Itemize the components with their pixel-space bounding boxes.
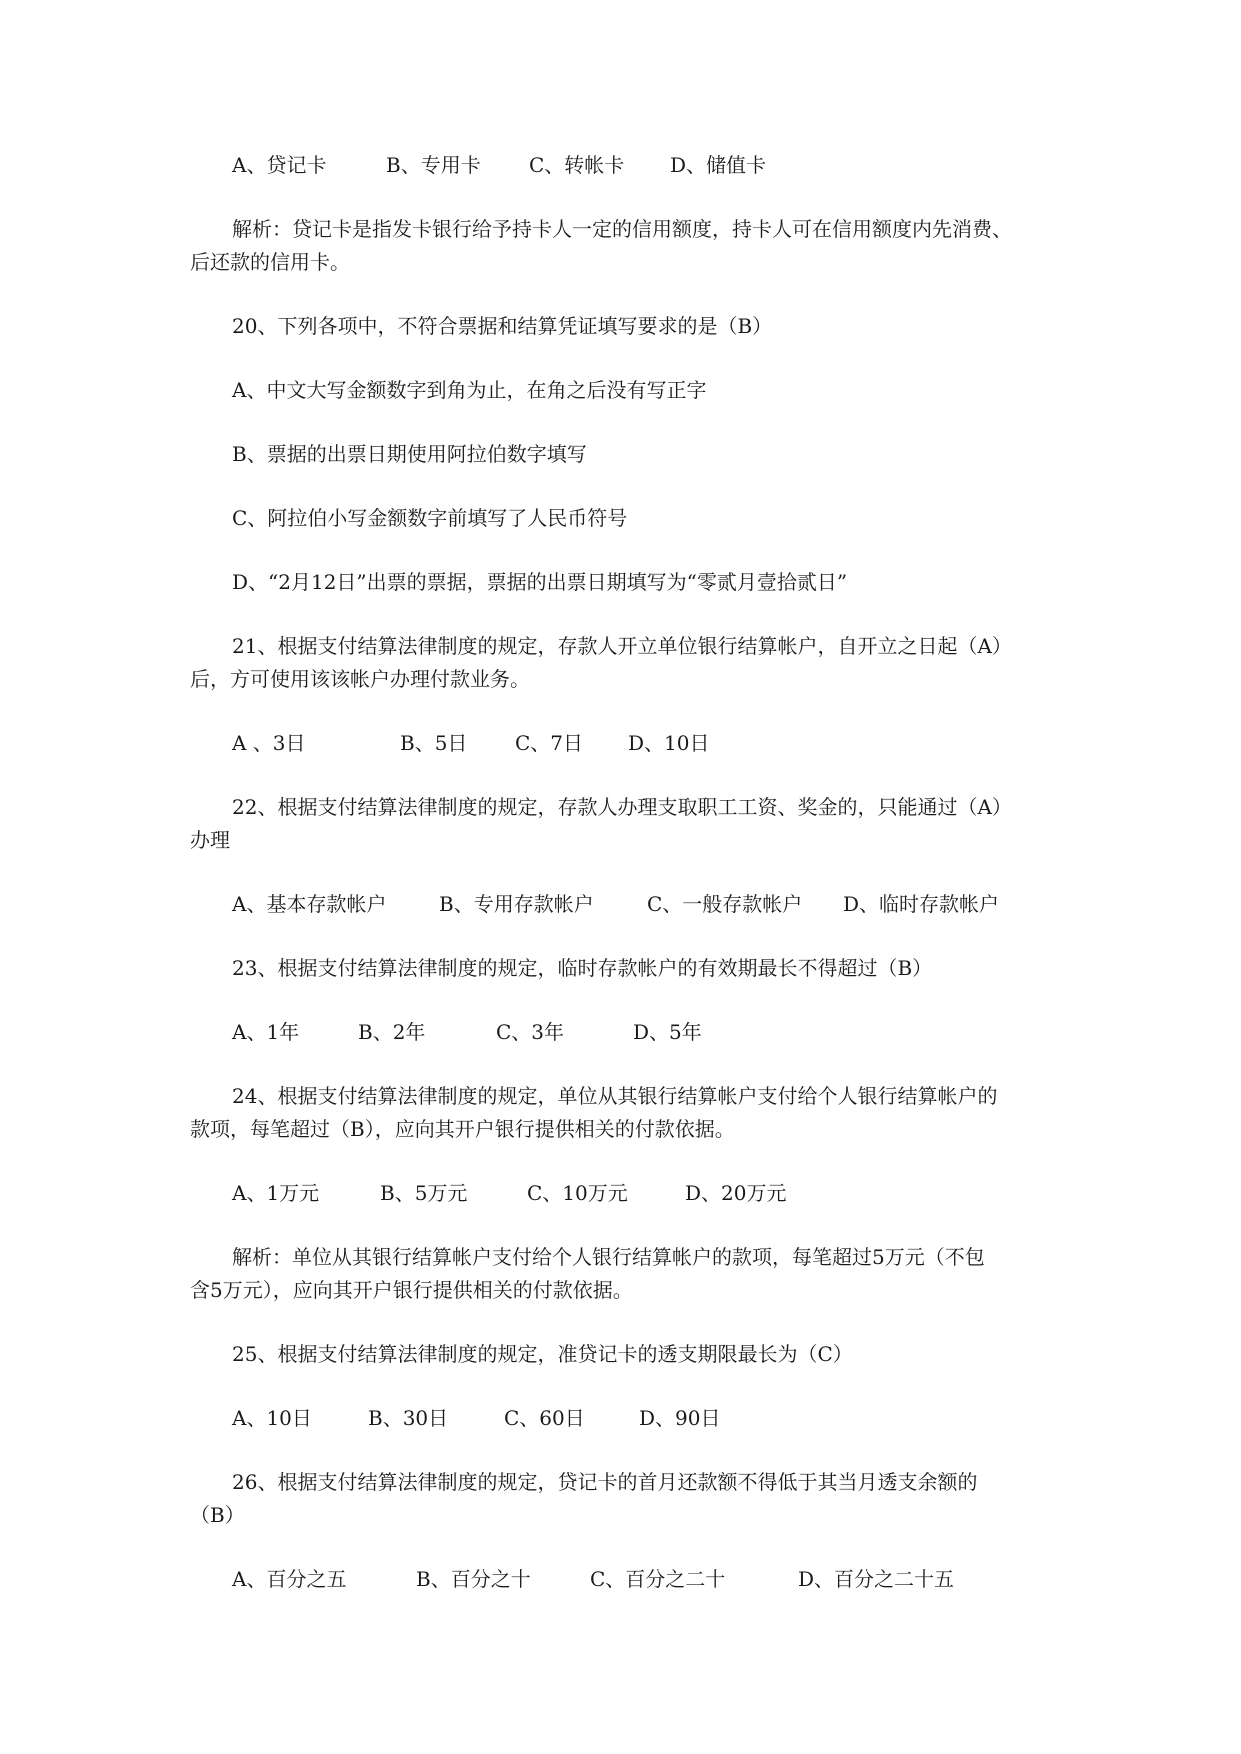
q24-option-a: A、1万元: [232, 1181, 320, 1205]
q26-question-line2: （B）: [190, 1503, 245, 1527]
q25-question: 25、根据支付结算法律制度的规定，准贷记卡的透支期限最长为（C）: [232, 1342, 853, 1366]
q24-question-line1: 24、根据支付结算法律制度的规定，单位从其银行结算帐户支付给个人银行结算帐户的: [232, 1084, 998, 1108]
q20-option-d: D、“2月12日”出票的票据，票据的出票日期填写为“零贰月壹拾贰日”: [232, 570, 848, 594]
q25-option-a: A、10日: [232, 1406, 312, 1430]
q26-option-b: B、百分之十: [416, 1567, 531, 1591]
q26-option-d: D、百分之二十五: [798, 1567, 955, 1591]
q21-question-line1: 21、根据支付结算法律制度的规定，存款人开立单位银行结算帐户，自开立之日起（A）: [232, 634, 1012, 658]
q23-option-c: C、3年: [496, 1020, 565, 1044]
q22-options: [232, 888, 999, 921]
q22-question-line1: 22、根据支付结算法律制度的规定，存款人办理支取职工工资、奖金的，只能通过（A）: [232, 795, 1012, 819]
q25-option-d: D、90日: [639, 1406, 721, 1430]
q24-analysis-line2: 含5万元），应向其开户银行提供相关的付款依据。: [190, 1278, 633, 1302]
q21-option-d: D、10日: [628, 731, 710, 755]
q24-options: [232, 1177, 786, 1210]
q23-options: [232, 1016, 702, 1049]
q20-option-a: A、中文大写金额数字到角为止，在角之后没有写正字: [232, 378, 707, 402]
q22-question-line2: 办理: [190, 828, 230, 852]
q24-option-b: B、5万元: [380, 1181, 468, 1205]
q21-option-b: B、5日: [400, 731, 468, 755]
q24-analysis-line1: 解析：单位从其银行结算帐户支付给个人银行结算帐户的款项，每笔超过5万元（不包: [232, 1245, 985, 1269]
q25-option-c: C、60日: [504, 1406, 585, 1430]
q21-question-line2: 后，方可使用该该帐户办理付款业务。: [190, 667, 530, 691]
q24-question-line2: 款项，每笔超过（B），应向其开户银行提供相关的付款依据。: [190, 1117, 735, 1141]
q21-options: [232, 727, 709, 760]
q20-option-b: B、票据的出票日期使用阿拉伯数字填写: [232, 442, 587, 466]
q24-option-c: C、10万元: [527, 1181, 628, 1205]
q19-options: [232, 149, 766, 182]
q23-option-b: B、2年: [358, 1020, 426, 1044]
q22-option-c: C、一般存款帐户: [647, 892, 803, 916]
q23-question: 23、根据支付结算法律制度的规定，临时存款帐户的有效期最长不得超过（B）: [232, 956, 933, 980]
q19-option-c: C、转帐卡: [529, 153, 625, 177]
q26-option-c: C、百分之二十: [590, 1567, 726, 1591]
q19-analysis-line2: 后还款的信用卡。: [190, 250, 350, 274]
q26-options: [232, 1563, 954, 1596]
q19-analysis-line1: 解析：贷记卡是指发卡银行给予持卡人一定的信用额度，持卡人可在信用额度内先消费、: [232, 217, 1012, 241]
q23-option-d: D、5年: [633, 1020, 702, 1044]
q19-option-b: B、专用卡: [386, 153, 481, 177]
q26-question-line1: 26、根据支付结算法律制度的规定，贷记卡的首月还款额不得低于其当月透支余额的: [232, 1470, 978, 1494]
q26-option-a: A、百分之五: [232, 1567, 347, 1591]
q21-option-a: A 、3日: [232, 731, 306, 755]
q24-option-d: D、20万元: [685, 1181, 787, 1205]
q22-option-d: D、临时存款帐户: [843, 892, 1000, 916]
q20-option-c: C、阿拉伯小写金额数字前填写了人民币符号: [232, 506, 628, 530]
q21-option-c: C、7日: [515, 731, 584, 755]
q22-option-b: B、专用存款帐户: [439, 892, 594, 916]
q25-option-b: B、30日: [368, 1406, 449, 1430]
q22-option-a: A、基本存款帐户: [232, 892, 387, 916]
q19-option-a: A、贷记卡: [232, 153, 327, 177]
q23-option-a: A、1年: [232, 1020, 300, 1044]
q25-options: [232, 1402, 720, 1435]
q20-question: 20、下列各项中，不符合票据和结算凭证填写要求的是（B）: [232, 314, 773, 338]
q19-option-d: D、储值卡: [670, 153, 767, 177]
